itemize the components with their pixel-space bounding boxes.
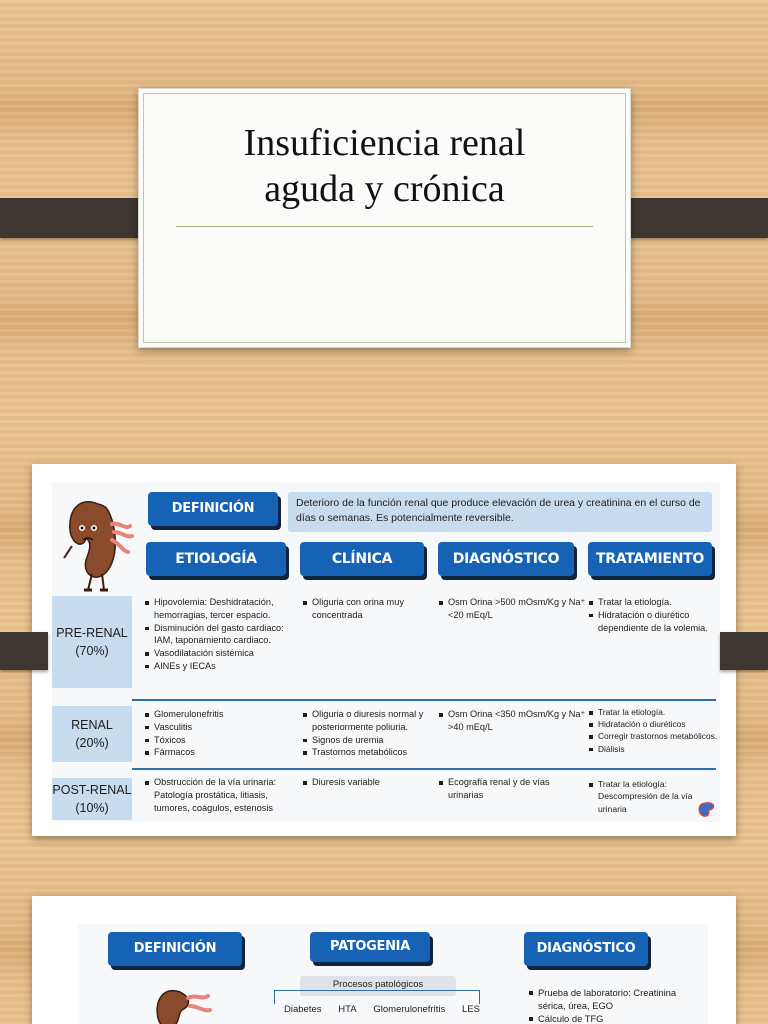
- list-item: Osm Orina <350 mOsm/Kg y Na⁺ >40 mEq/L: [438, 708, 586, 734]
- renal-clinica: [302, 708, 436, 759]
- renal-etiologia: [144, 708, 302, 759]
- list-item: Hidratación o diuréticos: [588, 718, 720, 730]
- list-item: Ecografía renal y de vías urinarias: [438, 776, 582, 802]
- list-item: Obstrucción de la vía urinaria: Patología prostática, litiasis, tumores, coágulos, estenosis: [144, 776, 302, 814]
- procesos-list: [284, 1004, 480, 1015]
- list-item: Trastornos metabólicos: [302, 746, 436, 759]
- procesos-bracket: [274, 990, 480, 1004]
- row-label-prerenal: PRE-RENAL (70%): [52, 596, 132, 688]
- tratamiento-header: TRATAMIENTO: [588, 542, 712, 576]
- proceso-item: HTA: [338, 1004, 357, 1015]
- small-kidney-icon: [698, 802, 718, 818]
- list-item: Hipovolemia: Deshidratación, hemorragias, tercer espacio.: [144, 596, 302, 622]
- list-item: Vasodilatación sistémica: [144, 647, 302, 660]
- tape-left-2: [0, 632, 48, 670]
- title-line-1: Insuficiencia renal: [243, 122, 526, 164]
- irc-patogenia-header: PATOGENIA: [310, 932, 430, 962]
- list-item: Oliguria o diuresis normal y posteriormente poliuria.: [302, 708, 436, 734]
- irc-pane: [78, 924, 708, 1024]
- row-label-postrenal: POST-RENAL (10%): [52, 778, 132, 820]
- list-item: Cálculo de TFG: [528, 1012, 704, 1024]
- prerenal-clinica: [302, 596, 432, 622]
- definicion-header: DEFINICIÓN: [148, 492, 278, 526]
- tape-right-1: [612, 198, 768, 238]
- list-item: Prueba de laboratorio: Creatinina sérica, úrea, EGO: [528, 986, 704, 1012]
- row-divider-2: [132, 768, 716, 770]
- renal-diagnostico: [438, 708, 586, 734]
- list-item: Hidratación o diurético dependiente de la volemia.: [588, 609, 720, 635]
- title-line-2: aguda y crónica: [264, 168, 505, 210]
- list-item: Diuresis variable: [302, 776, 432, 789]
- prerenal-etiologia: [144, 596, 302, 673]
- title-underline: [176, 226, 593, 227]
- prerenal-tratamiento: [588, 596, 720, 634]
- definicion-text: Deterioro de la función renal que produce elevación de urea y creatinina en el curso de días o semanas. Es potencialmente reversible.: [288, 492, 712, 532]
- kidney-mascot-icon-2: [148, 978, 218, 1024]
- tape-left-1: [0, 198, 156, 238]
- irc-definicion-header: DEFINICIÓN: [108, 932, 242, 966]
- irc-diagnostico-list: [528, 986, 704, 1024]
- kidney-mascot-icon: [62, 490, 136, 600]
- postrenal-clinica: [302, 776, 432, 789]
- prerenal-diagnostico: [438, 596, 586, 622]
- procesos-box: Procesos patológicos: [300, 976, 456, 996]
- list-item: Osm Orina >500 mOsm/Kg y Na⁺ <20 mEq/L: [438, 596, 586, 622]
- proceso-item: Glomerulonefritis: [373, 1004, 446, 1015]
- list-item: Signos de uremia: [302, 734, 436, 747]
- slide-irc[interactable]: [32, 896, 736, 1024]
- clinica-header: CLÍNICA: [300, 542, 424, 576]
- renal-tratamiento: [588, 706, 720, 755]
- list-item: Disminución del gasto cardiaco: IAM, taponamiento cardiaco.: [144, 622, 302, 648]
- list-item: Tratar la etiología.: [588, 706, 720, 718]
- list-item: Corregir trastornos metabólicos.: [588, 730, 720, 742]
- tape-right-2: [720, 632, 768, 670]
- irc-diagnostico-header: DIAGNÓSTICO: [524, 932, 648, 966]
- proceso-item: Diabetes: [284, 1004, 322, 1015]
- etiologia-header: ETIOLOGÍA: [146, 542, 286, 576]
- slide-title-heading: [144, 120, 625, 212]
- list-item: Tóxicos: [144, 734, 302, 747]
- slide-title[interactable]: [138, 88, 631, 348]
- slide-ira-table[interactable]: [32, 464, 736, 836]
- postrenal-diagnostico: [438, 776, 582, 802]
- list-item: Tratar la etiología.: [588, 596, 720, 609]
- list-item: Fármacos: [144, 746, 302, 759]
- list-item: Tratar la etiología: Descompresión de la vía urinaria: [588, 778, 718, 815]
- ira-table-pane: [52, 482, 720, 822]
- proceso-item: LES: [462, 1004, 480, 1015]
- list-item: Oliguria con orina muy concentrada: [302, 596, 432, 622]
- row-label-renal: RENAL (20%): [52, 706, 132, 762]
- diagnostico-header: DIAGNÓSTICO: [438, 542, 574, 576]
- list-item: Vasculitis: [144, 721, 302, 734]
- list-item: Diálisis: [588, 743, 720, 755]
- list-item: AINEs y IECAs: [144, 660, 302, 673]
- list-item: Glomerulonefritis: [144, 708, 302, 721]
- slide-title-frame: [143, 93, 626, 343]
- row-divider-1: [132, 699, 716, 701]
- postrenal-etiologia: [144, 776, 302, 814]
